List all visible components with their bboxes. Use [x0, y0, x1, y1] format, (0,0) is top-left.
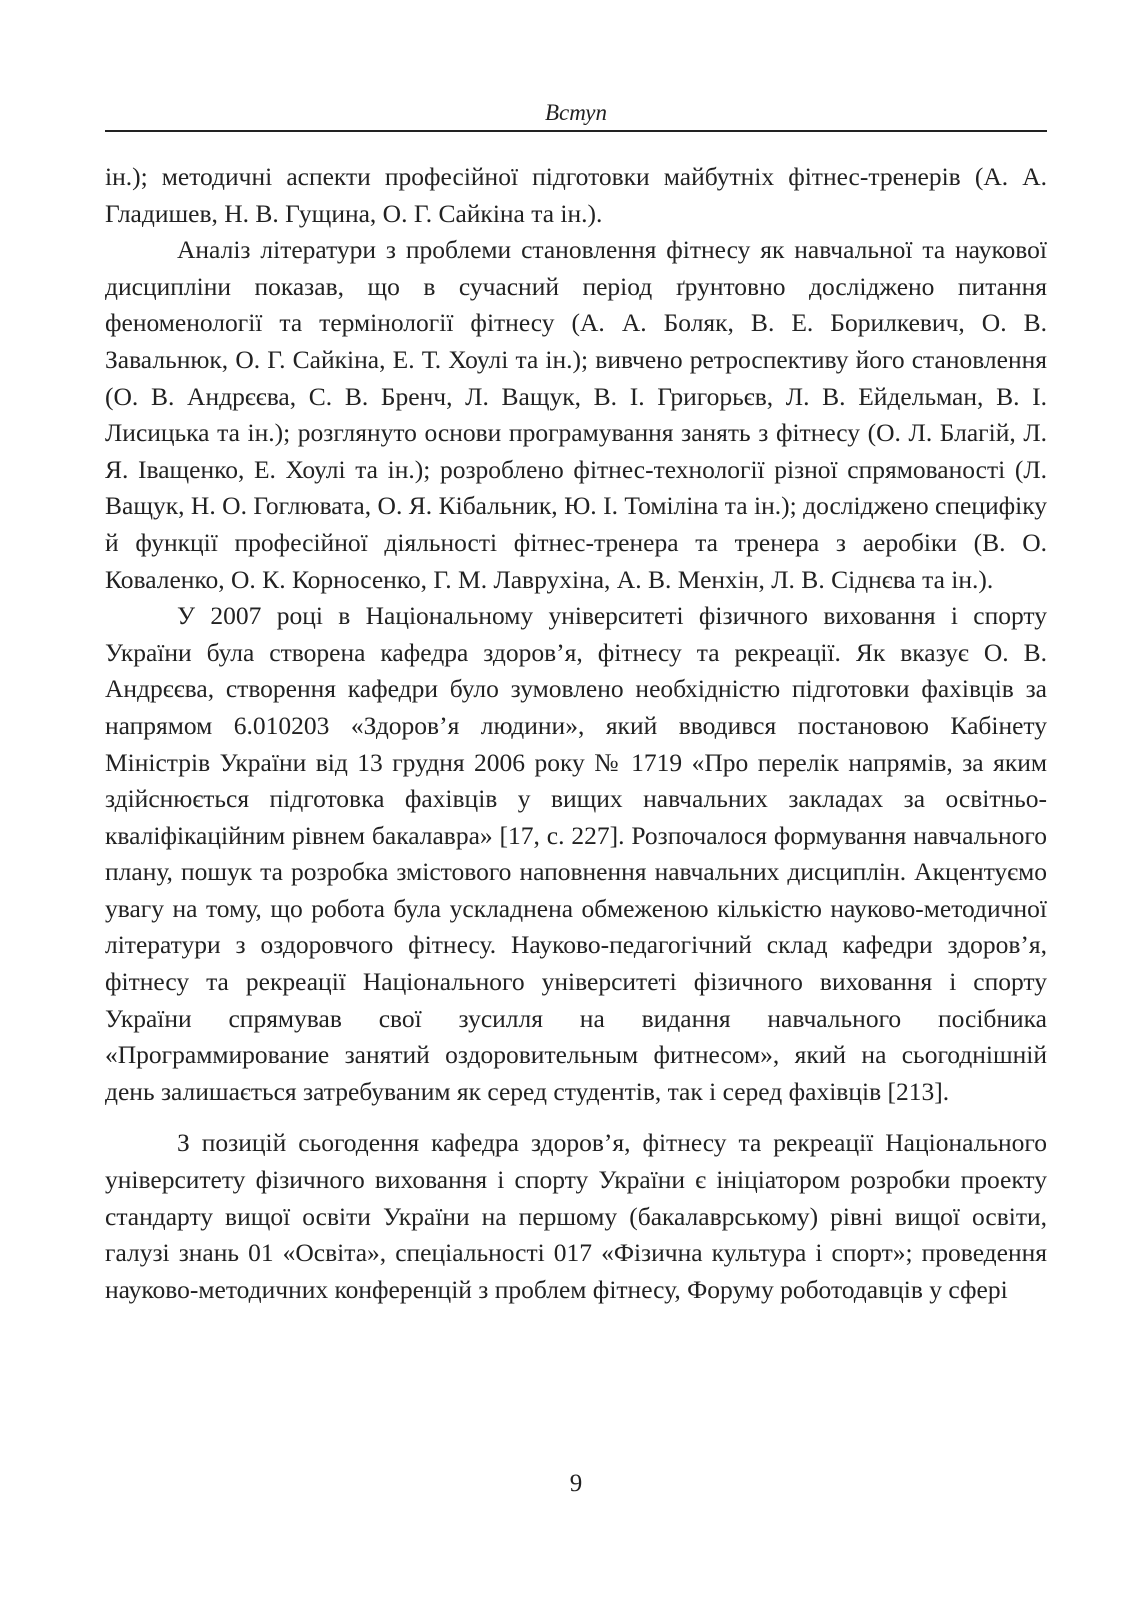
- paragraph-current-activities: З позицій сьогодення кафедра здоров’я, фітнесу та рекреації Національного університету фізичного виховання і спорту України є ініціатором розробки проекту стандарту вищої освіти України на першому (бакалаврському) рівні вищої освіти, галузі знань 01 «Освіта», спеціальності 017 «Фізична культура і спорт»; проведення науково-методичних конференцій з проблем фітнесу, Форуму роботодавців у сфері: [105, 1128, 1047, 1304]
- header-rule: [105, 130, 1047, 132]
- body-text: [105, 159, 1047, 1308]
- paragraph-department-history: У 2007 році в Національному університеті фізичного виховання і спорту України була створена кафедра здоров’я, фітнесу та рекреації. Як вказує О. В. Андрєєва, створення кафедри було зумовлено необхідністю підготовки фахівців за напрямом 6.010203 «Здоров’я людини», який вводився постановою Кабінету Міністрів України від 13 грудня 2006 року № 1719 «Про перелік напрямів, за яким здійснюється підготовка фахівців у вищих навчальних закладах за освітньо-кваліфікаційним рівнем бакалавра» [17, с. 227]. Розпочалося формування навчального плану, пошук та розробка змістового наповнення навчальних дисциплін. Акцентуємо увагу на тому, що робота була ускладнена обмеженою кількістю науково-методичної літератури з оздоровчого фітнесу. Науково-педагогічний склад кафедри здоров’я, фітнесу та рекреації Національного університеті фізичного виховання і спорту України спрямував свої зусилля на видання навчального посібника «Программирование занятий оздоровительным фитнесом», який на сьогоднішній день залишається затребуваним як серед студентів, так і серед фахівців [213].: [105, 601, 1047, 1106]
- paragraph-continuation: ін.); методичні аспекти професійної підготовки майбутніх фітнес-тренерів (А. А. Гладишев, Н. В. Гущина, О. Г. Сайкіна та ін.).: [105, 162, 1047, 228]
- running-head: Вступ: [544, 100, 607, 125]
- paragraph-literature-analysis: Аналіз літератури з проблеми становлення фітнесу як навчальної та наукової дисципліни показав, що в сучасний період ґрунтовно досліджено питання феноменології та термінології фітнесу (А. А. Боляк, В. Е. Борилкевич, О. В. Завальнюк, О. Г. Сайкіна, Е. Т. Хоулі та ін.); вивчено ретроспективу його становлення (О. В. Андрєєва, С. В. Бренч, Л. Ващук, В. І. Григорьєв, Л. В. Ейдельман, В. І. Лисицька та ін.); розглянуто основи програмування занять з фітнесу (О. Л. Благій, Л. Я. Іващенко, Е. Хоулі та ін.); розроблено фітнес-технології різної спрямованості (Л. Ващук, Н. О. Гоглювата, О. Я. Кібальник, Ю. І. Томіліна та ін.); досліджено специфіку й функції професійної діяльності фітнес-тренера та тренера з аеробіки (В. О. Коваленко, О. К. Корносенко, Г. М. Лаврухіна, А. В. Менхін, Л. В. Сіднєва та ін.).: [105, 235, 1047, 594]
- page-number: 9: [569, 1470, 583, 1497]
